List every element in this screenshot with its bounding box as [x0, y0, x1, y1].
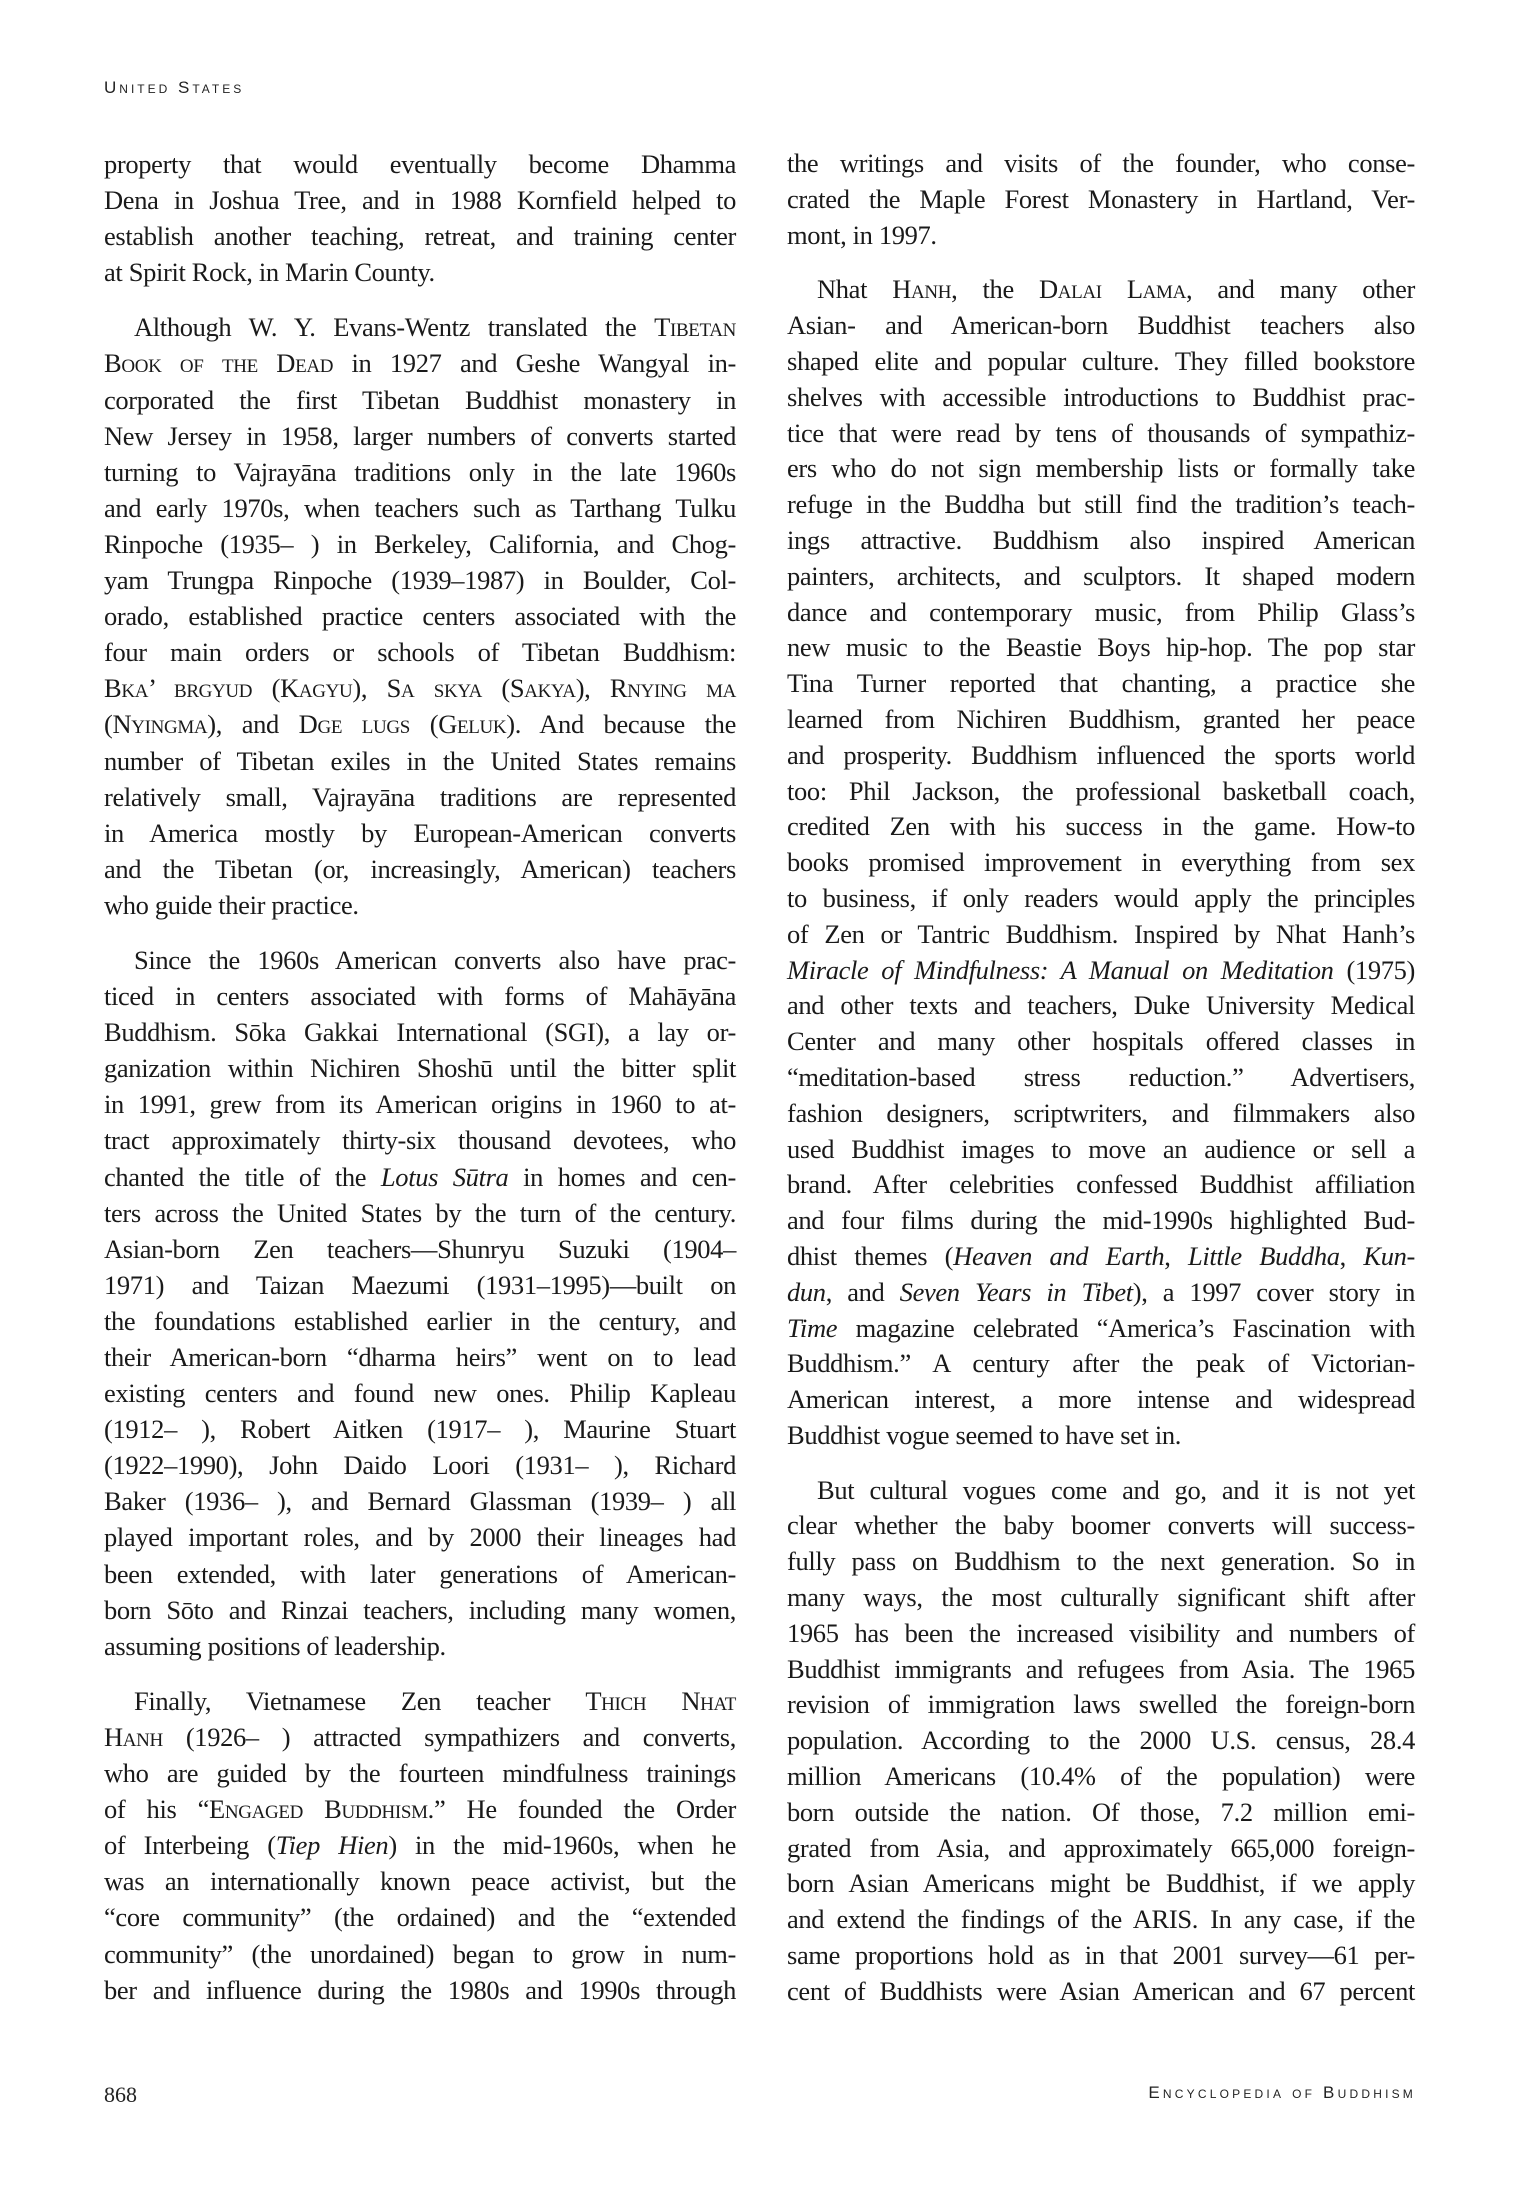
text-line: dun, and Seven Years in Tibet), a 1997 cover story in [787, 1276, 1415, 1307]
paragraph [787, 272, 1415, 1453]
text-line: four main orders or schools of Tibetan Buddhism: [104, 637, 736, 668]
book-title: Encyclopedia of Buddhism [1148, 2083, 1416, 2102]
text-line: establish another teaching, retreat, and training center [104, 221, 736, 252]
paragraph [787, 146, 1415, 253]
text-line: ticed in centers associated with forms of Mahāyāna [104, 981, 736, 1012]
text-line: relatively small, Vajrayāna traditions are represented [104, 781, 736, 812]
text-line: “core community” (the ordained) and the “extended [104, 1902, 736, 1933]
text-line: cent of Buddhists were Asian American and 67 percent [787, 1975, 1415, 2006]
text-line: “meditation-based stress reduction.” Advertisers, [787, 1061, 1415, 1092]
text-line: Time magazine celebrated “America’s Fascination with [787, 1312, 1415, 1343]
text-line: Book of the Dead in 1927 and Geshe Wangyal in- [104, 348, 736, 379]
text-line: new music to the Beastie Boys hip-hop. The pop star [787, 632, 1415, 663]
text-line: assuming positions of leadership. [104, 1630, 446, 1661]
text-line: and extend the findings of the ARIS. In any case, if the [787, 1904, 1415, 1935]
text-line: Buddhist immigrants and refugees from Asia. The 1965 [787, 1653, 1415, 1684]
text-line: to business, if only readers would apply the principles [787, 882, 1415, 913]
text-line: their American-born “dharma heirs” went on to lead [104, 1342, 736, 1372]
text-line: yam Trungpa Rinpoche (1939–1987) in Boulder, Col- [104, 565, 736, 596]
text-line: books promised improvement in everything from sex [787, 847, 1415, 878]
text-line: was an internationally known peace activist, but the [104, 1866, 736, 1897]
text-line: born Sōto and Rinzai teachers, including many women, [104, 1594, 736, 1625]
text-line: ganization within Nichiren Shoshū until the bitter split [104, 1053, 736, 1084]
text-line: crated the Maple Forest Monastery in Hartland, Ver- [787, 183, 1415, 214]
text-line: and the Tibetan (or, increasingly, American) teachers [104, 853, 736, 884]
text-line: in America mostly by European-American converts [104, 817, 736, 848]
text-line: Miracle of Mindfulness: A Manual on Meditation (1975) [787, 954, 1416, 985]
text-line: Bka’ brgyud (Kagyu), Sa skya (Sakya), Rnying ma [104, 673, 737, 704]
text-line: the writings and visits of the founder, who conse- [787, 148, 1415, 178]
text-line: 1971) and Taizan Maezumi (1931–1995)—built on [104, 1269, 736, 1300]
text-line: orado, established practice centers associated with the [104, 601, 736, 632]
paragraph [787, 1473, 1415, 2010]
text-line: at Spirit Rock, in Marin County. [104, 257, 435, 288]
text-line: Since the 1960s American converts also have prac- [134, 944, 736, 975]
text-line: used Buddhist images to move an audience or sell a [787, 1133, 1415, 1164]
text-line: refuge in the Buddha but still find the tradition’s teach- [787, 489, 1415, 520]
text-line: fully pass on Buddhism to the next generation. So in [787, 1546, 1415, 1577]
text-line: population. According to the 2000 U.S. census, 28.4 [787, 1725, 1415, 1756]
text-line: turning to Vajrayāna traditions only in the late 1960s [104, 456, 736, 487]
text-line: Buddhism. Sōka Gakkai International (SGI), a lay or- [104, 1017, 736, 1048]
text-line: property that would eventually become Dhamma [104, 149, 736, 179]
text-line: Buddhism.” A century after the peak of Victorian- [787, 1348, 1415, 1379]
text-line: Center and many other hospitals offered classes in [787, 1026, 1415, 1057]
text-line: number of Tibetan exiles in the United States remains [104, 745, 736, 776]
text-line: clear whether the baby boomer converts will success- [787, 1510, 1415, 1541]
running-head: United States [104, 78, 245, 97]
text-line: been extended, with later generations of American- [104, 1558, 736, 1589]
text-line: too: Phil Jackson, the professional basketball coach, [787, 775, 1415, 806]
text-line: shaped elite and popular culture. They filled bookstore [787, 345, 1415, 376]
text-line: and four films during the mid-1990s highlighted Bud- [787, 1205, 1415, 1236]
text-line: dance and contemporary music, from Philip Glass’s [787, 596, 1415, 627]
text-line: and early 1970s, when teachers such as Tarthang Tulku [104, 492, 736, 523]
text-line: chanted the title of the Lotus Sūtra in homes and cen- [104, 1161, 736, 1192]
text-line: American interest, a more intense and widespread [787, 1384, 1415, 1415]
text-line: of his “Engaged Buddhism.” He founded the Order [104, 1794, 736, 1825]
text-line: played important roles, and by 2000 their lineages had [104, 1522, 736, 1553]
paragraph [104, 146, 736, 290]
text-line: grated from Asia, and approximately 665,000 foreign- [787, 1832, 1415, 1863]
text-line: Hanh (1926– ) attracted sympathizers and converts, [104, 1721, 736, 1752]
text-line: who guide their practice. [104, 889, 359, 920]
left-column [104, 146, 736, 2008]
text-line: (1922–1990), John Daido Loori (1931– ), Richard [104, 1450, 736, 1481]
text-line: 1965 has been the increased visibility and numbers of [787, 1617, 1415, 1648]
text-line: Dena in Joshua Tree, and in 1988 Kornfield helped to [104, 185, 736, 216]
text-line: credited Zen with his success in the game. How-to [787, 811, 1415, 842]
text-line: tice that were read by tens of thousands of sympathiz- [787, 417, 1415, 448]
text-line: shelves with accessible introductions to Buddhist prac- [787, 381, 1415, 412]
text-line: But cultural vogues come and go, and it is not yet [817, 1474, 1415, 1505]
text-line: born Asian Americans might be Buddhist, if we apply [787, 1868, 1415, 1899]
text-line: Finally, Vietnamese Zen teacher Thich Nhat [134, 1685, 736, 1716]
text-line: mont, in 1997. [787, 219, 937, 250]
text-line: ers who do not sign membership lists or formally take [787, 453, 1415, 484]
text-line: painters, architects, and sculptors. It shaped modern [787, 560, 1415, 591]
text-line: fashion designers, scriptwriters, and filmmakers also [787, 1097, 1415, 1128]
paragraph [104, 942, 736, 1664]
text-line: revision of immigration laws swelled the foreign-born [787, 1689, 1415, 1720]
paragraph [104, 309, 736, 923]
text-line: ber and influence during the 1980s and 1990s through [104, 1974, 736, 2005]
text-line: of Interbeing (Tiep Hien) in the mid-1960s, when he [104, 1830, 736, 1861]
page-number: 868 [104, 2082, 137, 2107]
text-line: of Zen or Tantric Buddhism. Inspired by Nhat Hanh’s [787, 918, 1415, 949]
text-line: dhist themes (Heaven and Earth, Little Buddha, Kun- [787, 1240, 1415, 1271]
text-line: ters across the United States by the turn of the century. [104, 1197, 736, 1228]
text-line: million Americans (10.4% of the population) were [787, 1761, 1415, 1792]
text-line: same proportions hold as in that 2001 survey—61 per- [787, 1940, 1415, 1971]
text-line: who are guided by the fourteen mindfulness trainings [104, 1758, 736, 1789]
text-line: born outside the nation. Of those, 7.2 million emi- [787, 1796, 1415, 1827]
text-line: many ways, the most culturally significant shift after [787, 1582, 1415, 1613]
text-line: Rinpoche (1935– ) in Berkeley, California, and Chog- [104, 528, 736, 559]
text-line: ings attractive. Buddhism also inspired American [787, 524, 1415, 555]
right-column [787, 146, 1415, 2010]
text-line: the foundations established earlier in the century, and [104, 1305, 736, 1336]
text-line: learned from Nichiren Buddhism, granted her peace [787, 703, 1415, 734]
text-line: Asian-born Zen teachers—Shunryu Suzuki (1904– [104, 1233, 736, 1264]
text-line: tract approximately thirty-six thousand devotees, who [104, 1125, 736, 1156]
text-line: New Jersey in 1958, larger numbers of converts started [104, 420, 736, 451]
text-line: (1912– ), Robert Aitken (1917– ), Maurine Stuart [104, 1414, 736, 1445]
text-line: and other texts and teachers, Duke University Medical [787, 990, 1415, 1021]
text-line: and prosperity. Buddhism influenced the sports world [787, 739, 1415, 770]
text-line: community” (the unordained) began to grow in num- [104, 1938, 736, 1969]
text-line: Baker (1936– ), and Bernard Glassman (1939– ) all [104, 1486, 736, 1517]
text-line: (Nyingma), and Dge lugs (Geluk). And because the [104, 709, 736, 740]
text-line: brand. After celebrities confessed Buddhist affiliation [787, 1169, 1415, 1200]
text-line: Although W. Y. Evans-Wentz translated the Tibetan [134, 312, 736, 343]
text-line: in 1991, grew from its American origins in 1960 to at- [104, 1089, 736, 1120]
text-line: Nhat Hanh, the Dalai Lama, and many other [817, 274, 1415, 305]
text-line: Buddhist vogue seemed to have set in. [787, 1419, 1182, 1450]
text-line: Asian- and American-born Buddhist teachers also [787, 310, 1415, 341]
text-line: corporated the first Tibetan Buddhist monastery in [104, 384, 736, 415]
text-line: existing centers and found new ones. Philip Kapleau [104, 1378, 736, 1409]
text-line: Tina Turner reported that chanting, a practice she [787, 668, 1415, 699]
paragraph [104, 1683, 736, 2008]
